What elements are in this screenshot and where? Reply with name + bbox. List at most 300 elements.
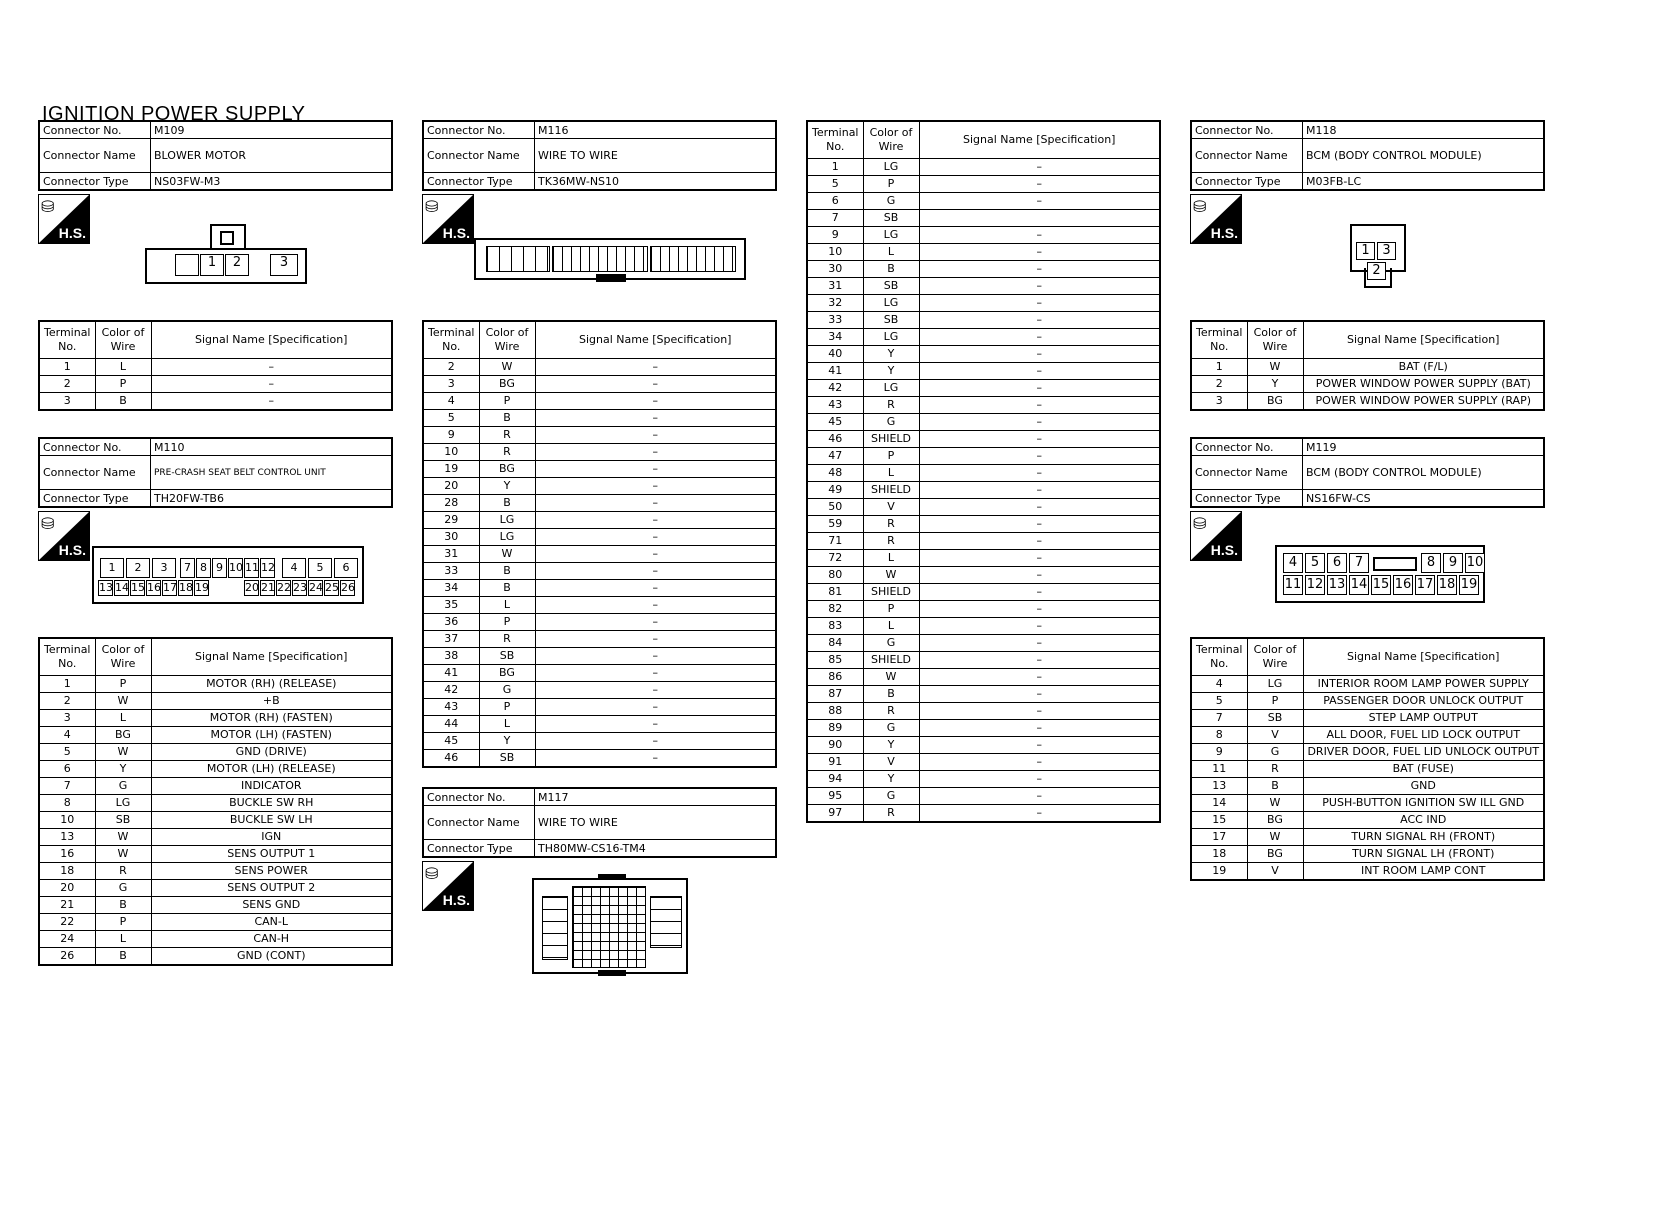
table-row (39, 914, 392, 931)
wire-color-cell: SB (479, 750, 535, 768)
wire-color-cell: R (479, 631, 535, 648)
table-row (1191, 693, 1544, 710)
terminal-no-cell: 1 (1191, 359, 1247, 376)
wire-color-cell: P (479, 614, 535, 631)
signal-name-cell: IGN (151, 829, 392, 846)
terminal-no-cell: 49 (807, 482, 863, 499)
terminal-no-cell: 10 (423, 444, 479, 461)
connector-no-label: Connector No. (1191, 121, 1303, 139)
terminal-no-cell: 20 (39, 880, 95, 897)
terminal-no-cell: 21 (39, 897, 95, 914)
terminal-no-cell: 89 (807, 720, 863, 737)
signal-name-cell: – (919, 227, 1160, 244)
table-row (807, 295, 1160, 312)
signal-name-cell: – (919, 159, 1160, 176)
wire-color-cell: P (479, 699, 535, 716)
terminal-no-cell: 8 (39, 795, 95, 812)
table-row (1191, 812, 1544, 829)
wire-color-cell: R (863, 703, 919, 720)
wire-color-cell: G (863, 414, 919, 431)
wire-color-cell: Y (863, 346, 919, 363)
table-row (39, 931, 392, 948)
wire-color-cell: L (95, 359, 151, 376)
connector-m109-diagram (145, 224, 305, 284)
wire-color-cell: B (863, 686, 919, 703)
signal-name-cell: – (535, 580, 776, 597)
table-row (423, 563, 776, 580)
wire-color-cell: L (95, 710, 151, 727)
signal-name-cell: – (919, 601, 1160, 618)
terminal-no-cell: 87 (807, 686, 863, 703)
wire-color-cell: P (479, 393, 535, 410)
wire-color-cell: W (479, 359, 535, 376)
terminal-no-cell: 47 (807, 448, 863, 465)
table-row (1191, 846, 1544, 863)
pin-label: 4 (1283, 553, 1303, 573)
signal-name-cell: GND (CONT) (151, 948, 392, 966)
signal-name-cell: INTERIOR ROOM LAMP POWER SUPPLY (1303, 676, 1544, 693)
wire-color-cell: R (1247, 761, 1303, 778)
connector-type-label: Connector Type (39, 173, 151, 191)
signal-name-cell: – (919, 584, 1160, 601)
terminal-no-cell: 42 (807, 380, 863, 397)
table-row (1191, 376, 1544, 393)
signal-name-cell: INT ROOM LAMP CONT (1303, 863, 1544, 881)
terminal-no-cell: 43 (423, 699, 479, 716)
terminal-no-cell: 5 (423, 410, 479, 427)
table-row (423, 716, 776, 733)
signal-name-cell: +B (151, 693, 392, 710)
signal-name-cell: – (919, 176, 1160, 193)
wire-color-cell: R (479, 444, 535, 461)
wire-color-cell: B (95, 948, 151, 966)
signal-name-cell: TURN SIGNAL LH (FRONT) (1303, 846, 1544, 863)
connector-no-value: M117 (535, 788, 777, 806)
pin-label: 3 (1377, 242, 1396, 260)
wire-color-cell: V (863, 754, 919, 771)
wire-color-cell: Y (863, 771, 919, 788)
table-row (39, 863, 392, 880)
wire-color-cell: G (863, 635, 919, 652)
connector-name-label: Connector Name (39, 456, 151, 490)
table-row (423, 733, 776, 750)
connector-m116-diagram (474, 238, 746, 280)
signal-name-cell: – (919, 533, 1160, 550)
pin-label: 2 (126, 558, 150, 578)
pin-label: 1 (200, 254, 224, 276)
table-row (1191, 727, 1544, 744)
signal-name-cell: – (919, 805, 1160, 823)
table-row (423, 546, 776, 563)
page-title: IGNITION POWER SUPPLY (42, 103, 306, 125)
connector-name-label: Connector Name (423, 139, 535, 173)
table-row (807, 584, 1160, 601)
signal-name-cell: – (535, 597, 776, 614)
wire-color-cell: SHIELD (863, 431, 919, 448)
wire-color-cell: Y (1247, 376, 1303, 393)
pin-label: 18 (1437, 575, 1457, 595)
wire-color-cell: W (1247, 829, 1303, 846)
terminal-no-cell: 28 (423, 495, 479, 512)
pin-label: 11 (1283, 575, 1303, 595)
signal-name-cell: – (535, 495, 776, 512)
wire-color-cell: LG (863, 227, 919, 244)
terminal-no-cell: 40 (807, 346, 863, 363)
table-row (423, 580, 776, 597)
connector-type-label: Connector Type (1191, 490, 1303, 508)
wire-color-cell: R (863, 533, 919, 550)
signal-name-cell: – (919, 737, 1160, 754)
signal-name-cell: DRIVER DOOR, FUEL LID UNLOCK OUTPUT (1303, 744, 1544, 761)
connector-key (1373, 557, 1417, 571)
terminal-table-m109 (38, 320, 393, 411)
table-row (807, 312, 1160, 329)
harness-side-icon: ⛁ H.S. (422, 194, 474, 244)
terminal-no-cell: 7 (39, 778, 95, 795)
terminal-no-cell: 15 (1191, 812, 1247, 829)
signal-name-cell: – (535, 631, 776, 648)
wire-color-cell: W (1247, 359, 1303, 376)
terminal-no-cell: 30 (807, 261, 863, 278)
pin-label: 14 (1349, 575, 1369, 595)
signal-name-cell: GND (DRIVE) (151, 744, 392, 761)
connector-name-value: WIRE TO WIRE (535, 139, 777, 173)
pin-label: 23 (293, 581, 307, 594)
terminal-no-cell: 43 (807, 397, 863, 414)
table-row (1191, 863, 1544, 881)
terminal-no-cell: 90 (807, 737, 863, 754)
wire-color-cell: BG (1247, 393, 1303, 411)
terminal-no-header: Terminal No. (1191, 638, 1247, 676)
wire-color-cell: R (479, 427, 535, 444)
table-row (1191, 359, 1544, 376)
terminal-no-cell: 19 (1191, 863, 1247, 881)
table-row (39, 829, 392, 846)
connector-name-label: Connector Name (1191, 139, 1303, 173)
wire-color-cell: SHIELD (863, 652, 919, 669)
wire-color-cell: B (863, 261, 919, 278)
connector-no-value: M118 (1303, 121, 1545, 139)
table-row (807, 363, 1160, 380)
terminal-no-cell: 1 (39, 359, 95, 376)
table-row (807, 227, 1160, 244)
pin-label: 18 (179, 581, 193, 594)
signal-name-cell: – (919, 363, 1160, 380)
harness-side-icon: ⛁ H.S. (1190, 511, 1242, 561)
signal-name-cell: – (919, 618, 1160, 635)
connector-m110-diagram (92, 546, 364, 604)
wire-color-cell: L (863, 618, 919, 635)
table-row (423, 461, 776, 478)
wire-color-cell: BG (479, 665, 535, 682)
terminal-no-cell: 11 (1191, 761, 1247, 778)
terminal-no-cell: 46 (807, 431, 863, 448)
pin-label: 15 (1371, 575, 1391, 595)
connector-type-label: Connector Type (39, 490, 151, 508)
table-row (807, 397, 1160, 414)
wire-color-cell: P (95, 376, 151, 393)
wire-color-cell: V (1247, 727, 1303, 744)
signal-name-cell: MOTOR (LH) (RELEASE) (151, 761, 392, 778)
wire-color-header: Color of Wire (1247, 321, 1303, 359)
signal-name-cell: – (919, 312, 1160, 329)
pin-label: 1 (100, 558, 124, 578)
connector-name-value: BLOWER MOTOR (151, 139, 393, 173)
table-row (39, 693, 392, 710)
signal-name-cell: PUSH-BUTTON IGNITION SW ILL GND (1303, 795, 1544, 812)
table-row (1191, 829, 1544, 846)
connector-m119-info (1190, 437, 1545, 508)
signal-name-cell: GND (1303, 778, 1544, 795)
wire-color-cell: B (479, 563, 535, 580)
wire-color-cell: W (863, 567, 919, 584)
signal-name-cell: POWER WINDOW POWER SUPPLY (RAP) (1303, 393, 1544, 411)
wire-color-cell: L (863, 550, 919, 567)
signal-name-cell: – (919, 703, 1160, 720)
wire-color-cell: R (863, 516, 919, 533)
table-row (1191, 778, 1544, 795)
table-row (423, 512, 776, 529)
wire-color-cell: SB (479, 648, 535, 665)
terminal-no-cell: 31 (423, 546, 479, 563)
terminal-no-cell: 10 (39, 812, 95, 829)
table-row (807, 533, 1160, 550)
wire-color-header: Color of Wire (479, 321, 535, 359)
pin-label: 2 (225, 254, 249, 276)
table-row (39, 376, 392, 393)
terminal-no-cell: 50 (807, 499, 863, 516)
terminal-no-cell: 59 (807, 516, 863, 533)
connector-type-value: TK36MW-NS10 (535, 173, 777, 191)
signal-name-cell: INDICATOR (151, 778, 392, 795)
connector-m116-info (422, 120, 777, 191)
table-row (807, 244, 1160, 261)
signal-name-cell: BUCKLE SW LH (151, 812, 392, 829)
terminal-no-cell: 86 (807, 669, 863, 686)
wire-color-cell: G (95, 880, 151, 897)
connector-name-label: Connector Name (1191, 456, 1303, 490)
pin-label: 22 (277, 581, 291, 594)
connector-type-label: Connector Type (423, 840, 535, 858)
terminal-no-cell: 41 (807, 363, 863, 380)
table-row (807, 159, 1160, 176)
wire-color-cell: SB (863, 312, 919, 329)
signal-name-cell: CAN-L (151, 914, 392, 931)
connector-type-value: NS16FW-CS (1303, 490, 1545, 508)
wire-color-cell: LG (1247, 676, 1303, 693)
terminal-no-cell: 6 (39, 761, 95, 778)
terminal-no-cell: 82 (807, 601, 863, 618)
signal-name-cell: MOTOR (RH) (RELEASE) (151, 676, 392, 693)
table-row (39, 710, 392, 727)
signal-name-cell: – (535, 665, 776, 682)
table-row (423, 648, 776, 665)
pin-label: 1 (1356, 242, 1375, 260)
wire-color-cell: SB (1247, 710, 1303, 727)
table-row (807, 805, 1160, 823)
pin-label: 3 (152, 558, 176, 578)
pin-label: 5 (1305, 553, 1325, 573)
wire-color-cell: G (863, 720, 919, 737)
wire-color-cell: Y (95, 761, 151, 778)
table-row (807, 703, 1160, 720)
terminal-table-m117 (806, 120, 1161, 823)
terminal-no-cell: 84 (807, 635, 863, 652)
signal-name-cell: ACC IND (1303, 812, 1544, 829)
pin-label: 13 (99, 581, 113, 594)
connector-type-value: NS03FW-M3 (151, 173, 393, 191)
connector-type-label: Connector Type (423, 173, 535, 191)
pin-label: 8 (196, 558, 211, 578)
connector-name-label: Connector Name (423, 806, 535, 840)
terminal-no-cell: 5 (1191, 693, 1247, 710)
signal-name-cell: – (919, 329, 1160, 346)
wire-color-cell: SHIELD (863, 482, 919, 499)
table-row (807, 669, 1160, 686)
wire-color-cell: B (95, 897, 151, 914)
signal-name-cell: POWER WINDOW POWER SUPPLY (BAT) (1303, 376, 1544, 393)
terminal-no-cell: 37 (423, 631, 479, 648)
terminal-no-cell: 33 (807, 312, 863, 329)
signal-name-cell: – (535, 444, 776, 461)
wire-color-cell: SB (95, 812, 151, 829)
table-row (807, 346, 1160, 363)
harness-side-icon: ⛁ H.S. (38, 194, 90, 244)
connector-no-label: Connector No. (1191, 438, 1303, 456)
table-row (39, 761, 392, 778)
connector-no-label: Connector No. (39, 121, 151, 139)
table-row (39, 846, 392, 863)
wire-color-cell: Y (479, 733, 535, 750)
terminal-no-cell: 3 (39, 710, 95, 727)
terminal-no-cell: 19 (423, 461, 479, 478)
table-row (423, 495, 776, 512)
pin-label: 4 (282, 558, 306, 578)
signal-name-cell: – (919, 754, 1160, 771)
pin-label: 19 (1459, 575, 1479, 595)
wire-color-header: Color of Wire (95, 321, 151, 359)
terminal-no-cell: 2 (1191, 376, 1247, 393)
wire-color-cell: B (479, 495, 535, 512)
wire-color-cell: G (863, 193, 919, 210)
signal-name-cell: – (919, 244, 1160, 261)
wire-color-cell: L (479, 716, 535, 733)
pin-label: 6 (1327, 553, 1347, 573)
harness-side-icon: ⛁ H.S. (422, 861, 474, 911)
terminal-no-cell: 13 (39, 829, 95, 846)
table-row (1191, 393, 1544, 411)
connector-no-label: Connector No. (423, 788, 535, 806)
signal-name-cell: – (535, 614, 776, 631)
wire-color-cell: LG (863, 380, 919, 397)
pin-label: 10 (228, 558, 243, 578)
wire-color-cell: Y (863, 737, 919, 754)
pin-label: 7 (180, 558, 195, 578)
terminal-no-header: Terminal No. (1191, 321, 1247, 359)
pin-label: 24 (309, 581, 323, 594)
pin-label: 7 (1349, 553, 1369, 573)
terminal-no-cell: 94 (807, 771, 863, 788)
table-row (423, 393, 776, 410)
terminal-no-cell: 48 (807, 465, 863, 482)
table-row (423, 478, 776, 495)
signal-name-cell: – (919, 499, 1160, 516)
signal-name-cell: – (919, 550, 1160, 567)
pin-label: 26 (341, 581, 355, 594)
pin-label: 12 (1305, 575, 1325, 595)
table-row (1191, 676, 1544, 693)
terminal-no-cell: 80 (807, 567, 863, 584)
wire-color-cell: BG (479, 376, 535, 393)
signal-name-cell: – (919, 278, 1160, 295)
connector-no-value: M119 (1303, 438, 1545, 456)
signal-name-cell: – (919, 567, 1160, 584)
connector-name-value: PRE-CRASH SEAT BELT CONTROL UNIT (151, 456, 393, 490)
pin-label: 17 (1415, 575, 1435, 595)
terminal-no-cell: 38 (423, 648, 479, 665)
terminal-table-m119 (1190, 637, 1545, 881)
terminal-no-cell: 29 (423, 512, 479, 529)
table-row (39, 676, 392, 693)
table-row (423, 682, 776, 699)
table-row (423, 631, 776, 648)
wire-color-cell: BG (95, 727, 151, 744)
signal-name-header: Signal Name [Specification] (151, 638, 392, 676)
wire-color-cell: G (863, 788, 919, 805)
wire-color-cell: W (95, 744, 151, 761)
terminal-no-cell: 24 (39, 931, 95, 948)
connector-type-label: Connector Type (1191, 173, 1303, 191)
terminal-no-header: Terminal No. (39, 321, 95, 359)
signal-name-cell: – (535, 682, 776, 699)
terminal-no-cell: 72 (807, 550, 863, 567)
terminal-no-cell: 22 (39, 914, 95, 931)
harness-side-icon: ⛁ H.S. (38, 511, 90, 561)
connector-no-value: M110 (151, 438, 393, 456)
wire-color-cell: G (1247, 744, 1303, 761)
table-row (1191, 710, 1544, 727)
wire-color-cell: L (863, 465, 919, 482)
terminal-no-cell: 10 (807, 244, 863, 261)
pin-label: 25 (325, 581, 339, 594)
wire-color-cell: G (479, 682, 535, 699)
connector-name-value: BCM (BODY CONTROL MODULE) (1303, 456, 1545, 490)
terminal-no-cell: 33 (423, 563, 479, 580)
signal-name-cell: – (919, 652, 1160, 669)
wire-color-header: Color of Wire (863, 121, 919, 159)
connector-no-label: Connector No. (423, 121, 535, 139)
terminal-no-cell: 31 (807, 278, 863, 295)
wire-color-cell: BG (1247, 846, 1303, 863)
pin-label: 9 (212, 558, 227, 578)
table-row (39, 778, 392, 795)
signal-name-header: Signal Name [Specification] (535, 321, 776, 359)
table-row (807, 448, 1160, 465)
pin-label: 16 (1393, 575, 1413, 595)
wire-color-cell: L (863, 244, 919, 261)
terminal-no-cell: 45 (423, 733, 479, 750)
wire-color-cell: W (1247, 795, 1303, 812)
wire-color-cell: LG (863, 329, 919, 346)
signal-name-cell: – (535, 699, 776, 716)
wire-color-cell: B (479, 580, 535, 597)
table-row (807, 516, 1160, 533)
connector-m109-info (38, 120, 393, 191)
table-row (423, 359, 776, 376)
table-row (807, 652, 1160, 669)
table-row (1191, 761, 1544, 778)
wire-color-cell: W (479, 546, 535, 563)
